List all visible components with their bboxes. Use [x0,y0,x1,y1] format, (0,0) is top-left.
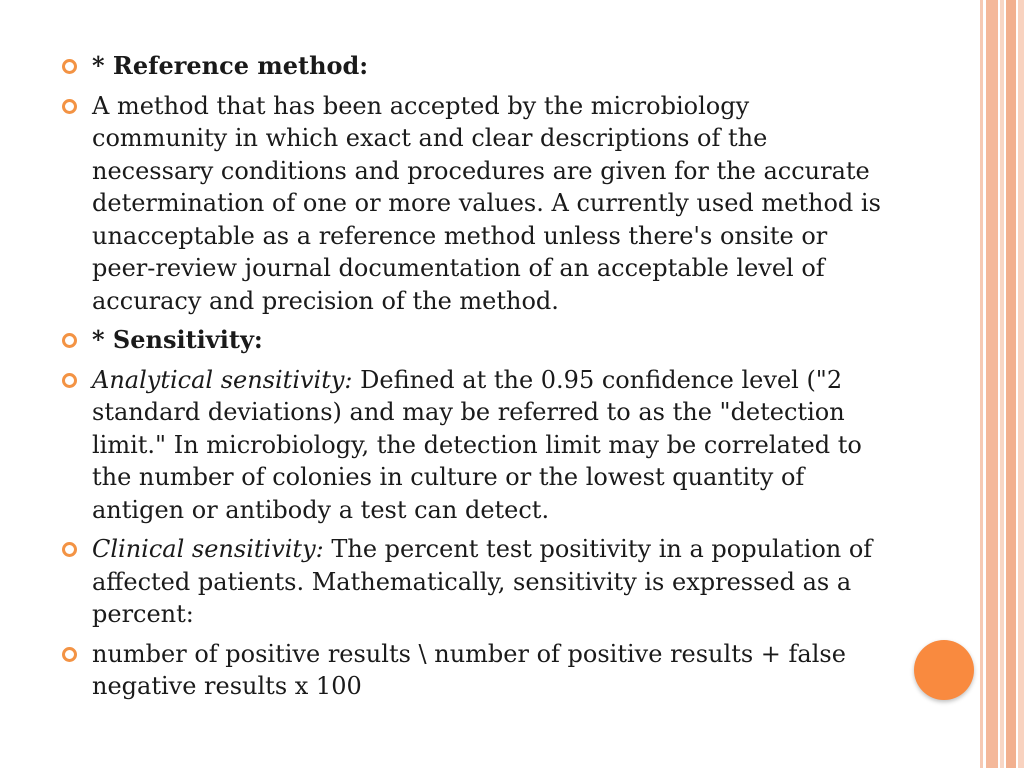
analytical-sensitivity-text: Defined at the 0.95 confidence level ("2 standard deviations) and may be referred to as the "detection limit." In microbiology, the detection limit may be correlated to the number of colonies in culture or the lowest quantity of antigen or antibody a test can detect. [92,365,862,524]
list-item-reference-definition [58,90,888,318]
ring-bullet-icon [62,59,77,74]
decorative-stripe [980,0,983,768]
list-item-analytical-sensitivity [58,364,888,527]
ring-bullet-icon [62,333,77,348]
reference-method-text: A method that has been accepted by the microbiology community in which exact and clear descriptions of the necessary conditions and procedures are given for the accurate determination of one or more values. A currently used method is unacceptable as a reference method unless there's onsite or peer-review journal documentation of an acceptable level of accuracy and precision of the method. [92,91,881,315]
analytical-sensitivity-term: Analytical sensitivity: [92,365,353,394]
list-item-formula [58,638,888,703]
reference-method-heading: * Reference method: [92,51,369,80]
sensitivity-heading: * Sensitivity: [92,325,263,354]
decorative-stripe [1018,0,1024,768]
ring-bullet-icon [62,373,77,388]
ring-bullet-icon [62,542,77,557]
decorative-stripe [1006,0,1016,768]
bullet-list [58,50,888,710]
list-item-sensitivity-heading [58,324,888,357]
orange-circle-decoration [914,640,974,700]
ring-bullet-icon [62,647,77,662]
list-item-clinical-sensitivity [58,533,888,631]
sensitivity-formula-text: number of positive results \ number of positive results + false negative results x 100 [92,639,846,700]
clinical-sensitivity-text: The percent test positivity in a population of affected patients. Mathematically, sensitivity is expressed as a percent: [92,535,873,628]
ring-bullet-icon [62,99,77,114]
clinical-sensitivity-term: Clinical sensitivity: [92,535,324,563]
decorative-stripe [986,0,998,768]
list-item-reference-heading [58,50,888,83]
decorative-stripe [1000,0,1004,768]
